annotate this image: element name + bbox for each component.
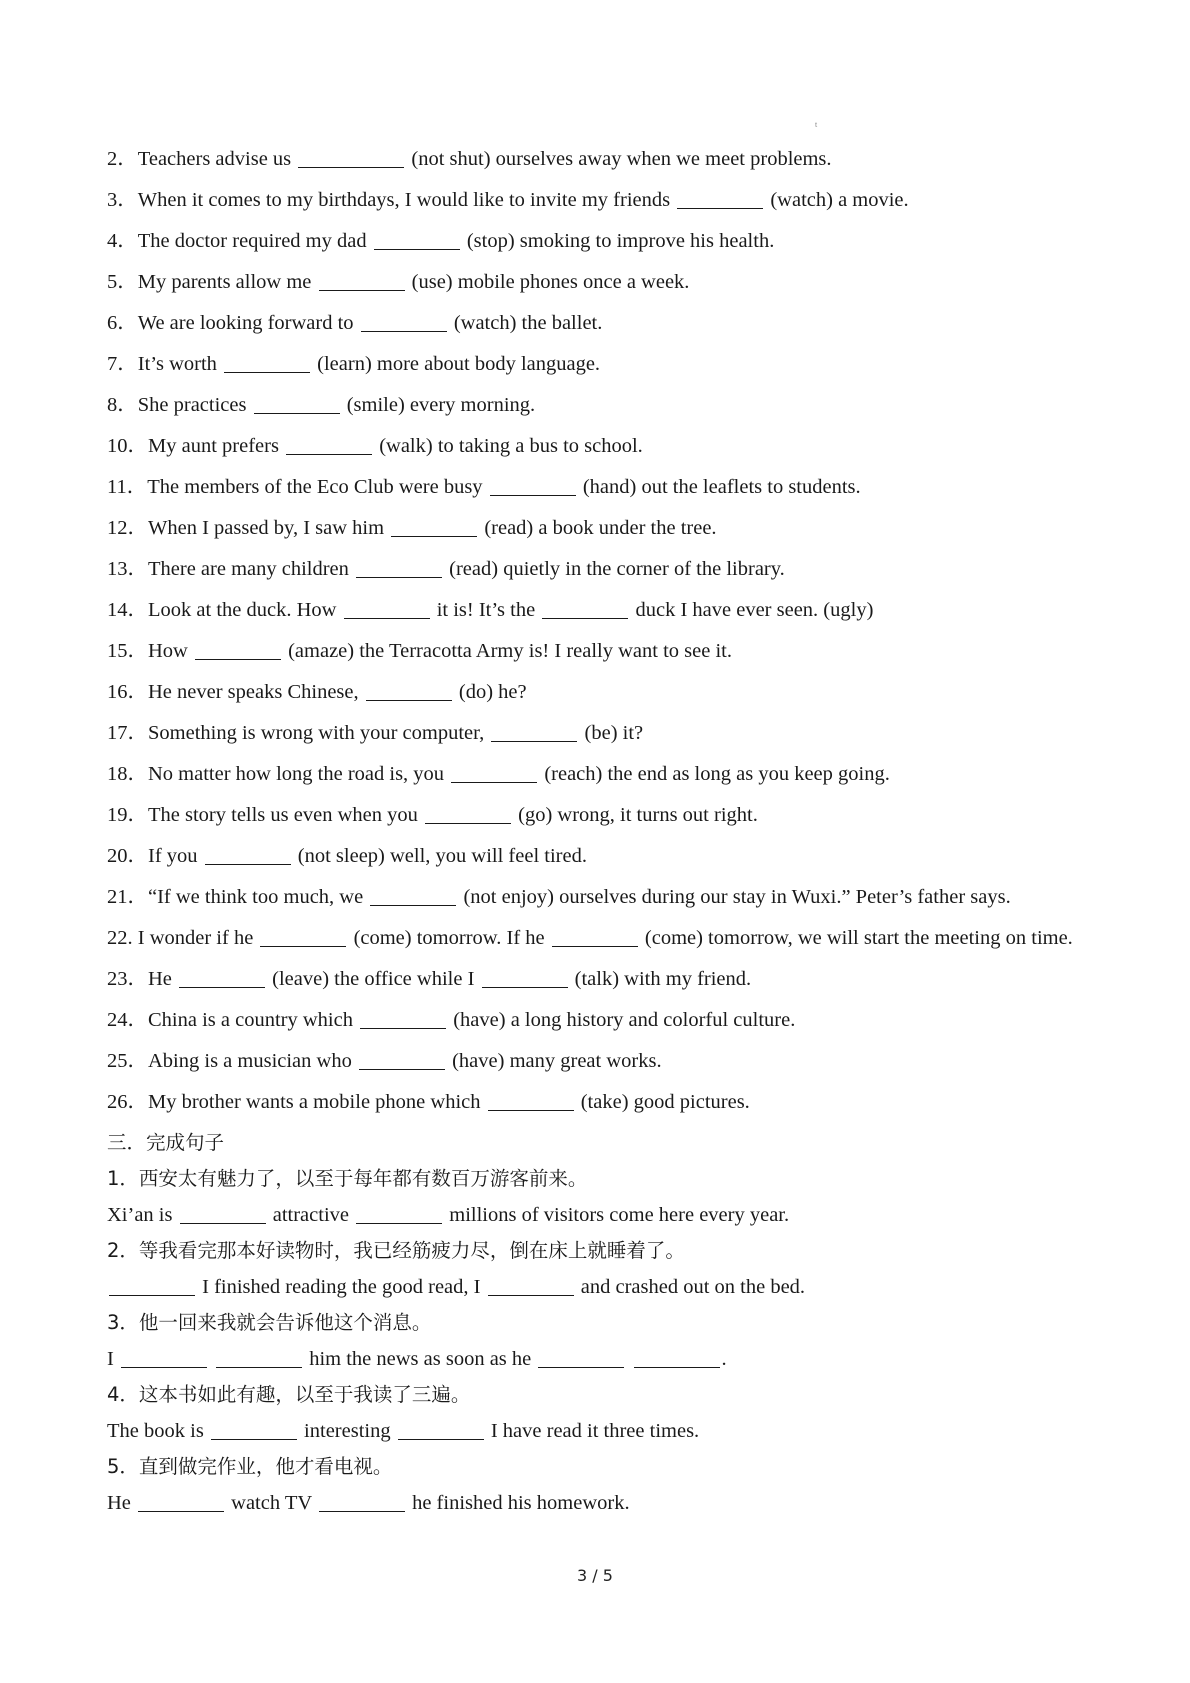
question-item (107, 717, 1117, 758)
question-number: 18． (107, 763, 148, 785)
question-item (107, 348, 1117, 389)
question-item (107, 1086, 1117, 1127)
sentence-text: watch TV (226, 1492, 317, 1514)
question-item (107, 676, 1117, 717)
answer-blank[interactable] (488, 1088, 574, 1111)
answer-blank[interactable] (538, 1345, 624, 1368)
answer-blank[interactable] (180, 1201, 266, 1224)
sentence-text: and crashed out on the bed. (575, 1276, 806, 1298)
question-number: 16． (107, 681, 148, 703)
sentence-text: He never speaks Chinese, (148, 681, 364, 703)
sentence-text: When it comes to my birthdays, I would like to invite my friends (137, 189, 676, 211)
answer-blank[interactable] (542, 596, 628, 619)
question-item (107, 922, 1117, 963)
sentence-text: him the news as soon as he (304, 1348, 537, 1370)
question-number: 10． (107, 435, 148, 457)
sentence-text: (go) wrong, it turns out right. (513, 804, 758, 826)
sentence-text: (do) he? (453, 681, 527, 703)
answer-blank[interactable] (260, 924, 346, 947)
question-number: 14． (107, 599, 148, 621)
english-sentence (107, 1487, 1117, 1523)
answer-blank[interactable] (370, 883, 456, 906)
answer-blank[interactable] (552, 924, 638, 947)
answer-blank[interactable] (677, 186, 763, 209)
answer-blank[interactable] (374, 227, 460, 250)
english-sentence (107, 1415, 1117, 1451)
question-number: 26． (107, 1091, 148, 1113)
sentence-text: it is! It’s the (431, 599, 541, 621)
question-item (107, 471, 1117, 512)
question-number: 15． (107, 640, 148, 662)
question-item (107, 225, 1117, 266)
question-item (107, 1004, 1117, 1045)
sentence-text (626, 1348, 631, 1370)
sentence-text: (talk) with my friend. (569, 968, 752, 990)
sentence-text: (amaze) the Terracotta Army is! I really want to see it. (282, 640, 732, 662)
sentence-text: Xi’an is (107, 1204, 178, 1226)
question-number: 7． (107, 353, 138, 375)
question-item (107, 307, 1117, 348)
question-item (107, 840, 1117, 881)
sentence-text: (walk) to taking a bus to school. (374, 435, 643, 457)
section-heading: 三．完成句子 (107, 1131, 225, 1154)
question-item (107, 389, 1117, 430)
question-number: 20． (107, 845, 148, 867)
sentence-text: China is a country which (148, 1009, 359, 1031)
answer-blank[interactable] (391, 514, 477, 537)
english-sentence (107, 1343, 1117, 1379)
question-item (107, 512, 1117, 553)
answer-blank[interactable] (224, 350, 310, 373)
question-number: 23． (107, 968, 148, 990)
question-number: 19． (107, 804, 148, 826)
sentence-text: (learn) more about body language. (312, 353, 601, 375)
answer-blank[interactable] (216, 1345, 302, 1368)
chinese-prompt: 4．这本书如此有趣，以至于我读了三遍。 (107, 1383, 471, 1406)
sentence-text: (reach) the end as long as you keep going. (539, 763, 890, 785)
answer-blank[interactable] (359, 1047, 445, 1070)
answer-blank[interactable] (482, 965, 568, 988)
question-item (107, 430, 1117, 471)
answer-blank[interactable] (356, 555, 442, 578)
answer-blank[interactable] (488, 1273, 574, 1296)
question-item (107, 963, 1117, 1004)
sentence-text: Abing is a musician who (148, 1050, 357, 1072)
sentence-text: (watch) a movie. (765, 189, 909, 211)
sentence-text: millions of visitors come here every year. (444, 1204, 790, 1226)
sentence-text: When I passed by, I saw him (148, 517, 390, 539)
sentence-text: interesting (298, 1420, 396, 1442)
sentence-text: (have) a long history and colorful culture. (448, 1009, 796, 1031)
english-sentence (107, 1271, 1117, 1307)
question-number: 24． (107, 1009, 148, 1031)
sentence-text: (come) tomorrow. If he (348, 927, 550, 949)
question-item (107, 1045, 1117, 1086)
answer-blank[interactable] (490, 473, 576, 496)
answer-blank[interactable] (205, 842, 291, 865)
answer-blank[interactable] (211, 1417, 297, 1440)
answer-blank[interactable] (109, 1273, 195, 1296)
sentence-text: . (721, 1348, 727, 1370)
sentence-text: (not shut) ourselves away when we meet problems. (406, 148, 832, 170)
question-item (107, 881, 1117, 922)
sentence-text: (come) tomorrow, we will start the meeting on time. (639, 927, 1073, 949)
sentence-text: (watch) the ballet. (448, 312, 603, 334)
answer-blank[interactable] (634, 1345, 720, 1368)
answer-blank[interactable] (254, 391, 340, 414)
question-item (107, 799, 1117, 840)
question-number: 25． (107, 1050, 148, 1072)
question-item (107, 758, 1117, 799)
sentence-text: (leave) the office while I (267, 968, 480, 990)
english-sentence (107, 1199, 1117, 1235)
sentence-text: he finished his homework. (406, 1492, 630, 1514)
sentence-text: It’s worth (137, 353, 223, 375)
question-number: 5． (107, 271, 138, 293)
question-number: 22. (107, 927, 133, 949)
chinese-prompt: 3．他一回来我就会告诉他这个消息。 (107, 1311, 432, 1334)
answer-blank[interactable] (491, 719, 577, 742)
sentence-text: I wonder if he (132, 927, 259, 949)
chinese-prompt: 1．西安太有魅力了，以至于每年都有数百万游客前来。 (107, 1167, 588, 1190)
question-number: 6． (107, 312, 138, 334)
answer-blank[interactable] (344, 596, 430, 619)
sentence-text: How (148, 640, 193, 662)
question-number: 17． (107, 722, 148, 744)
answer-blank[interactable] (121, 1345, 207, 1368)
sentence-text: (stop) smoking to improve his health. (461, 230, 775, 252)
sentence-text: (be) it? (579, 722, 644, 744)
sentence-text: We are looking forward to (137, 312, 359, 334)
sentence-text: He (107, 1492, 137, 1514)
sentence-text: The story tells us even when you (148, 804, 423, 826)
question-number: 4． (107, 230, 138, 252)
page-number: 3 / 5 (577, 1566, 613, 1585)
sentence-text: Look at the duck. How (148, 599, 342, 621)
sentence-text: The members of the Eco Club were busy (147, 476, 488, 498)
answer-blank[interactable] (360, 1006, 446, 1029)
sentence-text: I have read it three times. (485, 1420, 700, 1442)
sentence-text: No matter how long the road is, you (148, 763, 450, 785)
answer-blank[interactable] (286, 432, 372, 455)
sentence-text: (hand) out the leaflets to students. (577, 476, 861, 498)
answer-blank[interactable] (179, 965, 265, 988)
answer-blank[interactable] (425, 801, 511, 824)
sentence-text: duck I have ever seen. (ugly) (630, 599, 874, 621)
question-number: 3． (107, 189, 138, 211)
worksheet-content (107, 143, 1117, 1523)
sentence-text: (read) a book under the tree. (479, 517, 717, 539)
answer-blank[interactable] (366, 678, 452, 701)
answer-blank[interactable] (356, 1201, 442, 1224)
sentence-text: My parents allow me (137, 271, 317, 293)
sentence-text: The doctor required my dad (137, 230, 372, 252)
answer-blank[interactable] (451, 760, 537, 783)
chinese-prompt: 5．直到做完作业，他才看电视。 (107, 1455, 393, 1478)
sentence-text: Something is wrong with your computer, (148, 722, 490, 744)
sentence-text: If you (148, 845, 203, 867)
sentence-text: (read) quietly in the corner of the library. (444, 558, 785, 580)
question-number: 2． (107, 148, 138, 170)
sentence-text: “If we think too much, we (148, 886, 369, 908)
question-item (107, 266, 1117, 307)
question-number: 21． (107, 886, 148, 908)
sentence-text: attractive (267, 1204, 355, 1226)
question-item (107, 184, 1117, 225)
sentence-text: There are many children (148, 558, 355, 580)
header-mark: t (815, 120, 818, 129)
sentence-text: My aunt prefers (148, 435, 285, 457)
sentence-text: She practices (137, 394, 252, 416)
sentence-text: (not enjoy) ourselves during our stay in Wuxi.” Peter’s father says. (458, 886, 1011, 908)
sentence-text: (not sleep) well, you will feel tired. (292, 845, 587, 867)
sentence-text: (smile) every morning. (341, 394, 536, 416)
sentence-text: (have) many great works. (446, 1050, 662, 1072)
fill-in-section (107, 143, 1117, 1127)
question-item (107, 143, 1117, 184)
sentence-text: (use) mobile phones once a week. (406, 271, 690, 293)
complete-sentences-section (107, 1163, 1117, 1523)
sentence-text: Teachers advise us (137, 148, 297, 170)
answer-blank[interactable] (195, 637, 281, 660)
question-number: 12． (107, 517, 148, 539)
answer-blank[interactable] (319, 1489, 405, 1512)
answer-blank[interactable] (361, 309, 447, 332)
answer-blank[interactable] (298, 145, 404, 168)
question-number: 8． (107, 394, 138, 416)
question-item (107, 594, 1117, 635)
sentence-text: He (148, 968, 178, 990)
chinese-prompt: 2．等我看完那本好读物时，我已经筋疲力尽，倒在床上就睡着了。 (107, 1239, 685, 1262)
answer-blank[interactable] (319, 268, 405, 291)
question-number: 11． (107, 476, 148, 498)
answer-blank[interactable] (138, 1489, 224, 1512)
sentence-text: I finished reading the good read, I (197, 1276, 486, 1298)
answer-blank[interactable] (398, 1417, 484, 1440)
question-number: 13． (107, 558, 148, 580)
sentence-text: (take) good pictures. (575, 1091, 750, 1113)
sentence-text (209, 1348, 214, 1370)
sentence-text: I (107, 1348, 119, 1370)
sentence-text: The book is (107, 1420, 209, 1442)
sentence-text: My brother wants a mobile phone which (148, 1091, 486, 1113)
question-item (107, 553, 1117, 594)
question-item (107, 635, 1117, 676)
